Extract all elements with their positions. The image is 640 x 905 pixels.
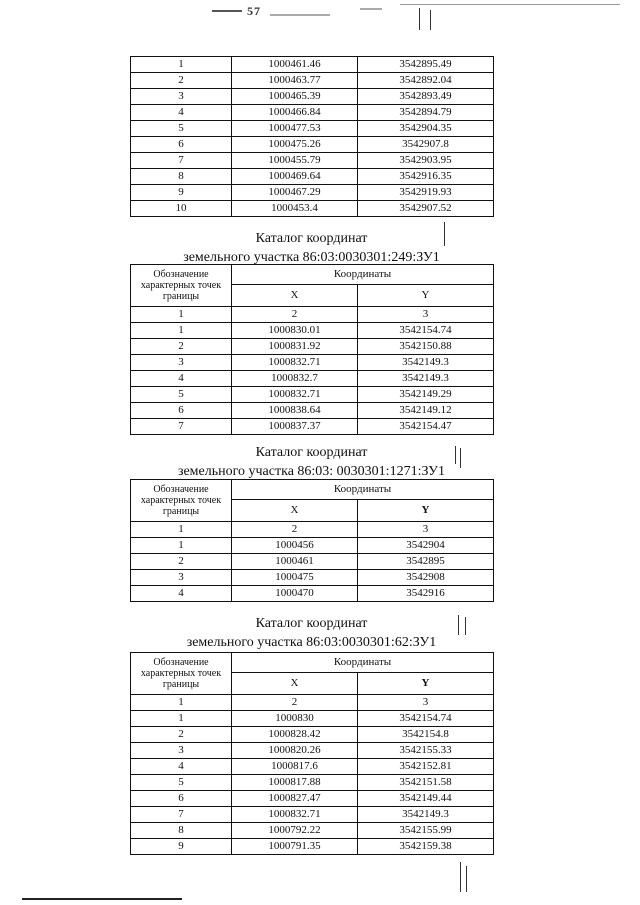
- header-col-num: 1: [131, 695, 232, 711]
- point-number-cell: 3: [131, 743, 232, 759]
- table-row: [131, 339, 494, 355]
- scan-noise: [212, 10, 242, 12]
- table-row: [131, 711, 494, 727]
- header-col-num: 2: [232, 695, 358, 711]
- x-coordinate-cell: 1000832.71: [232, 355, 358, 371]
- y-coordinate-cell: 3542155.99: [358, 823, 494, 839]
- y-coordinate-cell: 3542154.8: [358, 727, 494, 743]
- header-col-num: 2: [232, 307, 358, 323]
- point-number-cell: 1: [131, 711, 232, 727]
- catalog-title-line1: Каталог координат: [255, 231, 368, 246]
- catalog-title-line2: земельного участка 86:03: 0030301:1271:ЗУ1: [177, 464, 446, 479]
- point-number-cell: 8: [131, 169, 232, 185]
- catalog-title: [130, 229, 493, 267]
- y-coordinate-cell: 3542894.79: [358, 105, 494, 121]
- point-number-cell: 7: [131, 807, 232, 823]
- coordinates-table-top: [130, 56, 494, 217]
- header-col-num: 3: [358, 695, 494, 711]
- table-row: [131, 121, 494, 137]
- point-number-cell: 8: [131, 823, 232, 839]
- scan-mark: [466, 866, 467, 892]
- table-row: [131, 89, 494, 105]
- y-coordinate-cell: 3542904.35: [358, 121, 494, 137]
- y-coordinate-cell: 3542907.8: [358, 137, 494, 153]
- x-coordinate-cell: 1000832.71: [232, 807, 358, 823]
- scan-mark: [460, 862, 461, 892]
- point-number-cell: 2: [131, 727, 232, 743]
- header-col-num: 2: [232, 522, 358, 538]
- table-row: [131, 839, 494, 855]
- table-row: [131, 775, 494, 791]
- header-coords: Координаты: [232, 265, 494, 285]
- point-number-cell: 4: [131, 105, 232, 121]
- coordinates-table: [130, 264, 494, 435]
- table-row: [131, 807, 494, 823]
- x-coordinate-cell: 1000817.88: [232, 775, 358, 791]
- point-number-cell: 2: [131, 73, 232, 89]
- catalog-title-line1: Каталог координат: [255, 616, 368, 631]
- catalog-title: [130, 614, 493, 652]
- scan-edge-line: [22, 898, 182, 900]
- point-number-cell: 1: [131, 323, 232, 339]
- y-coordinate-cell: 3542904: [358, 538, 494, 554]
- table-row: [131, 743, 494, 759]
- scan-noise: [270, 14, 330, 16]
- table-row: [131, 586, 494, 602]
- y-coordinate-cell: 3542893.49: [358, 89, 494, 105]
- table-row: [131, 538, 494, 554]
- header-y: Y: [358, 500, 494, 522]
- x-coordinate-cell: 1000827.47: [232, 791, 358, 807]
- x-coordinate-cell: 1000455.79: [232, 153, 358, 169]
- x-coordinate-cell: 1000461: [232, 554, 358, 570]
- x-coordinate-cell: 1000461.46: [232, 57, 358, 73]
- catalog-title-line1: Каталог координат: [255, 445, 368, 460]
- header-col-num: 3: [358, 307, 494, 323]
- coordinates-table: [130, 479, 494, 602]
- point-number-cell: 3: [131, 355, 232, 371]
- point-number-cell: 4: [131, 759, 232, 775]
- header-x: X: [232, 673, 358, 695]
- point-number-cell: 3: [131, 570, 232, 586]
- table-row: [131, 371, 494, 387]
- table-row: [131, 387, 494, 403]
- point-number-cell: 6: [131, 791, 232, 807]
- table-row: [131, 105, 494, 121]
- catalog-title-line2: земельного участка 86:03:0030301:249:ЗУ1: [183, 250, 440, 265]
- table-row: [131, 823, 494, 839]
- table-row: [131, 403, 494, 419]
- y-coordinate-cell: 3542149.44: [358, 791, 494, 807]
- y-coordinate-cell: 3542151.58: [358, 775, 494, 791]
- table-row: [131, 73, 494, 89]
- y-coordinate-cell: 3542154.74: [358, 711, 494, 727]
- header-point: Обозначение характерных точек границы: [131, 653, 232, 695]
- header-x: X: [232, 285, 358, 307]
- point-number-cell: 6: [131, 137, 232, 153]
- x-coordinate-cell: 1000831.92: [232, 339, 358, 355]
- point-number-cell: 10: [131, 201, 232, 217]
- header-col-num: 1: [131, 307, 232, 323]
- point-number-cell: 5: [131, 775, 232, 791]
- y-coordinate-cell: 3542149.12: [358, 403, 494, 419]
- point-number-cell: 3: [131, 89, 232, 105]
- y-coordinate-cell: 3542916.35: [358, 169, 494, 185]
- point-number-cell: 4: [131, 586, 232, 602]
- point-number-cell: 7: [131, 153, 232, 169]
- y-coordinate-cell: 3542919.93: [358, 185, 494, 201]
- x-coordinate-cell: 1000466.84: [232, 105, 358, 121]
- header-x: X: [232, 500, 358, 522]
- table-row: [131, 201, 494, 217]
- x-coordinate-cell: 1000837.37: [232, 419, 358, 435]
- point-number-cell: 7: [131, 419, 232, 435]
- y-coordinate-cell: 3542149.3: [358, 807, 494, 823]
- point-number-cell: 6: [131, 403, 232, 419]
- y-coordinate-cell: 3542907.52: [358, 201, 494, 217]
- header-point: Обозначение характерных точек границы: [131, 480, 232, 522]
- header-coords: Координаты: [232, 480, 494, 500]
- x-coordinate-cell: 1000830.01: [232, 323, 358, 339]
- table-row: [131, 727, 494, 743]
- point-number-cell: 9: [131, 185, 232, 201]
- x-coordinate-cell: 1000832.71: [232, 387, 358, 403]
- point-number-cell: 9: [131, 839, 232, 855]
- x-coordinate-cell: 1000832.7: [232, 371, 358, 387]
- catalog-title: [130, 443, 493, 481]
- table-row: [131, 57, 494, 73]
- y-coordinate-cell: 3542916: [358, 586, 494, 602]
- x-coordinate-cell: 1000828.42: [232, 727, 358, 743]
- scan-noise: [400, 4, 620, 5]
- point-number-cell: 5: [131, 387, 232, 403]
- point-number-cell: 2: [131, 339, 232, 355]
- y-coordinate-cell: 3542895.49: [358, 57, 494, 73]
- table-row: [131, 185, 494, 201]
- header-coords: Координаты: [232, 653, 494, 673]
- y-coordinate-cell: 3542903.95: [358, 153, 494, 169]
- y-coordinate-cell: 3542152.81: [358, 759, 494, 775]
- y-coordinate-cell: 3542155.33: [358, 743, 494, 759]
- header-y: Y: [358, 285, 494, 307]
- table-row: [131, 169, 494, 185]
- scan-mark: [430, 10, 431, 30]
- y-coordinate-cell: 3542895: [358, 554, 494, 570]
- coordinates-table: [130, 652, 494, 855]
- y-coordinate-cell: 3542154.47: [358, 419, 494, 435]
- x-coordinate-cell: 1000817.6: [232, 759, 358, 775]
- x-coordinate-cell: 1000463.77: [232, 73, 358, 89]
- x-coordinate-cell: 1000465.39: [232, 89, 358, 105]
- table-row: [131, 759, 494, 775]
- y-coordinate-cell: 3542150.88: [358, 339, 494, 355]
- table-row: [131, 355, 494, 371]
- y-coordinate-cell: 3542892.04: [358, 73, 494, 89]
- point-number-cell: 2: [131, 554, 232, 570]
- table-row: [131, 137, 494, 153]
- x-coordinate-cell: 1000467.29: [232, 185, 358, 201]
- x-coordinate-cell: 1000456: [232, 538, 358, 554]
- x-coordinate-cell: 1000792.22: [232, 823, 358, 839]
- table-row: [131, 153, 494, 169]
- y-coordinate-cell: 3542908: [358, 570, 494, 586]
- header-col-num: 1: [131, 522, 232, 538]
- header-point: Обозначение характерных точек границы: [131, 265, 232, 307]
- x-coordinate-cell: 1000791.35: [232, 839, 358, 855]
- y-coordinate-cell: 3542149.3: [358, 355, 494, 371]
- header-y: Y: [358, 673, 494, 695]
- y-coordinate-cell: 3542149.3: [358, 371, 494, 387]
- scan-mark: [419, 8, 420, 30]
- point-number-cell: 4: [131, 371, 232, 387]
- x-coordinate-cell: 1000475: [232, 570, 358, 586]
- x-coordinate-cell: 1000453.4: [232, 201, 358, 217]
- page-number: 57: [247, 4, 261, 18]
- table-row: [131, 570, 494, 586]
- y-coordinate-cell: 3542154.74: [358, 323, 494, 339]
- scan-noise: [360, 8, 382, 10]
- header-col-num: 3: [358, 522, 494, 538]
- point-number-cell: 1: [131, 538, 232, 554]
- x-coordinate-cell: 1000470: [232, 586, 358, 602]
- point-number-cell: 5: [131, 121, 232, 137]
- catalog-title-line2: земельного участка 86:03:0030301:62:ЗУ1: [186, 635, 437, 650]
- table-row: [131, 791, 494, 807]
- y-coordinate-cell: 3542149.29: [358, 387, 494, 403]
- y-coordinate-cell: 3542159.38: [358, 839, 494, 855]
- x-coordinate-cell: 1000475.26: [232, 137, 358, 153]
- table-row: [131, 323, 494, 339]
- x-coordinate-cell: 1000830: [232, 711, 358, 727]
- table-row: [131, 554, 494, 570]
- x-coordinate-cell: 1000820.26: [232, 743, 358, 759]
- table-row: [131, 419, 494, 435]
- x-coordinate-cell: 1000469.64: [232, 169, 358, 185]
- x-coordinate-cell: 1000838.64: [232, 403, 358, 419]
- point-number-cell: 1: [131, 57, 232, 73]
- x-coordinate-cell: 1000477.53: [232, 121, 358, 137]
